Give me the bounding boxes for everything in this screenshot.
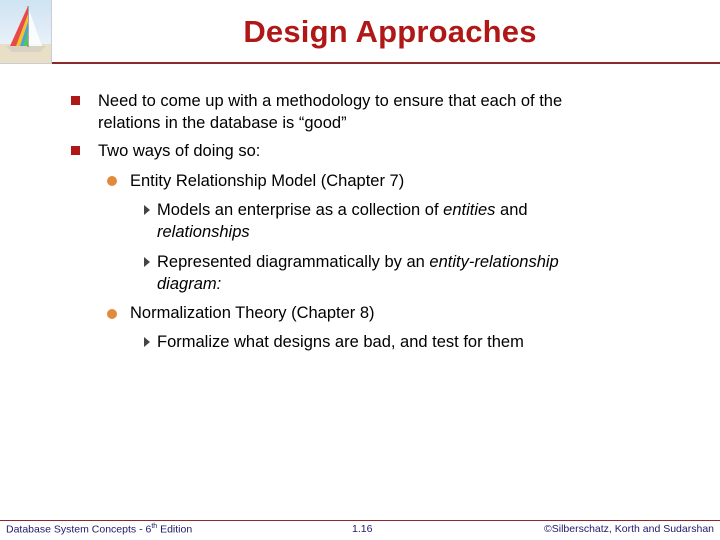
footer-text: Database System Concepts - 6 <box>6 523 152 536</box>
subsub-bullet-text <box>157 273 221 295</box>
text-part: and <box>495 201 528 219</box>
subsub-bullet-text <box>157 251 559 273</box>
dot-bullet-icon <box>107 176 117 186</box>
square-bullet-icon <box>71 96 80 105</box>
footer-text: Edition <box>157 523 193 536</box>
footer-copyright: ©Silberschatz, Korth and Sudarshan <box>544 523 714 535</box>
arrow-bullet-icon <box>144 205 150 215</box>
footer-sup: th <box>151 523 158 530</box>
arrow-bullet-icon <box>144 257 150 267</box>
bullet-text: relations in the database is “good” <box>98 114 347 132</box>
page-number: 1.16 <box>352 523 373 535</box>
header-rule <box>52 62 720 64</box>
dot-bullet-icon <box>107 309 117 319</box>
square-bullet-icon <box>71 146 80 155</box>
subsub-bullet-text <box>157 221 250 243</box>
text-part: Represented diagrammatically by an <box>157 253 430 271</box>
bullet-text: Need to come up with a methodology to ensure that each of the <box>98 92 563 110</box>
footer-rule <box>0 520 720 521</box>
italic-term: entity-relationship <box>429 253 559 271</box>
italic-term: diagram: <box>157 275 222 293</box>
subsub-bullet-text: Formalize what designs are bad, and test for them <box>157 333 524 351</box>
italic-term: relationships <box>157 223 250 241</box>
italic-term: entities <box>443 201 496 219</box>
sub-bullet-text: Entity Relationship Model (Chapter 7) <box>130 172 405 190</box>
bullet-text: Two ways of doing so: <box>98 142 261 160</box>
sub-bullet-text: Normalization Theory (Chapter 8) <box>130 304 375 322</box>
subsub-bullet-text <box>157 199 528 221</box>
slide-title: Design Approaches <box>243 14 537 49</box>
arrow-bullet-icon <box>144 337 150 347</box>
footer-book-title <box>6 523 192 536</box>
sailboat-logo <box>0 0 52 64</box>
text-part: Models an enterprise as a collection of <box>157 201 444 219</box>
